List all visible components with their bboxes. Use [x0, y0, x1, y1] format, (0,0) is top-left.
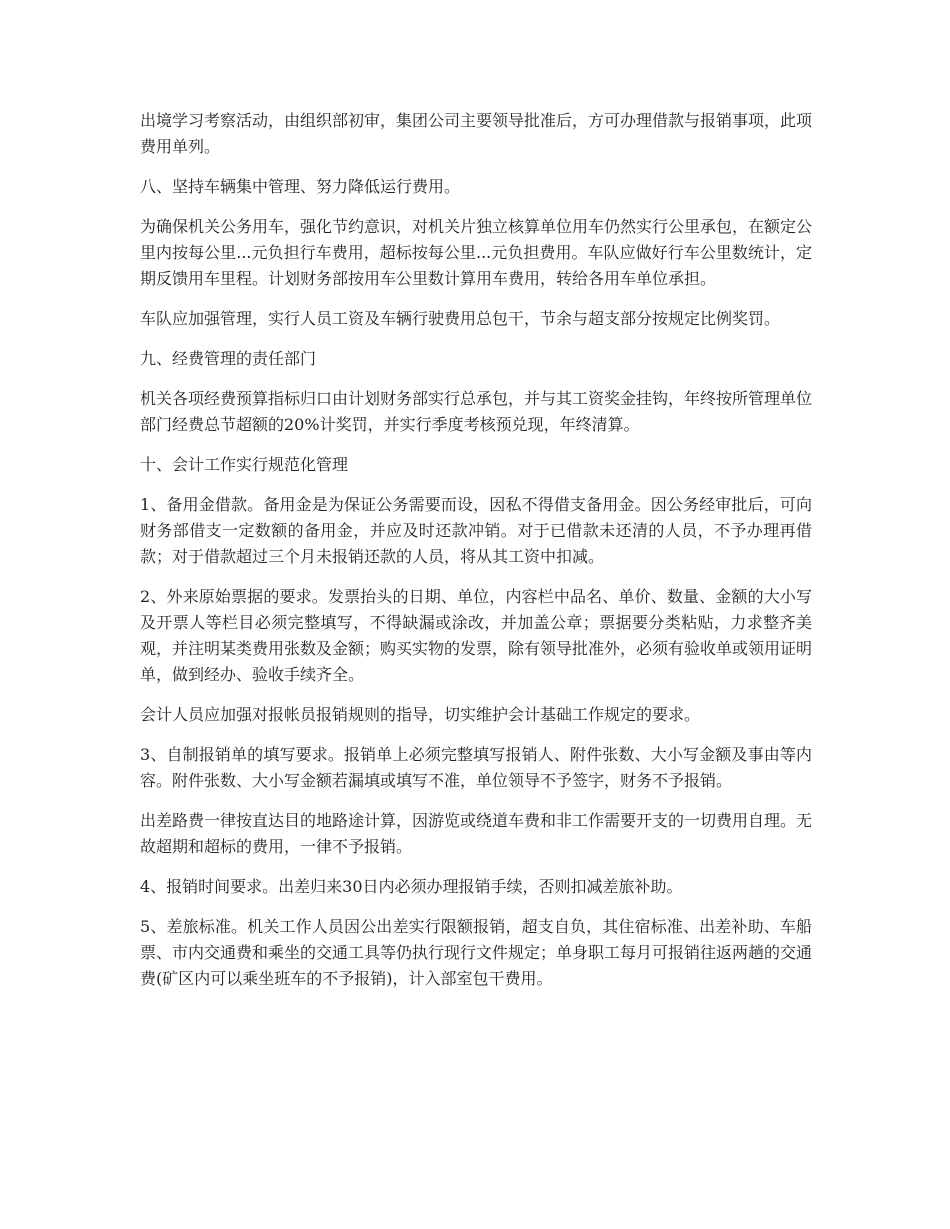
paragraph-vehicle-mileage: 为确保机关公务用车，强化节约意识，对机关片独立核算单位用车仍然实行公里承包，在额定公里内按每公里...元负担行车费用，超标按每公里...元负担费用。车队应做好行车公里数统计，定期反馈用车里程。计划财务部按用车公里数计算用车费用，转给各用车单位承担。 [140, 217, 813, 288]
paragraph-travel-expenses: 出差路费一律按直达目的地路途计算，因游览或绕道车费和非工作需要开支的一切费用自理。无故超期和超标的费用，一律不予报销。 [140, 811, 813, 856]
document-body [140, 108, 812, 1006]
paragraph-item-5-travel-standards: 5、差旅标准。机关工作人员因公出差实行限额报销，超支自负，其住宿标准、出差补助、车船票、市内交通费和乘坐的交通工具等仍执行现行文件规定；单身职工每月可报销往返两趟的交通费(矿区内可以乘坐班车的不予报销)，计入部室包干费用。 [140, 917, 813, 988]
paragraph-budget-responsibility: 机关各项经费预算指标归口由计划财务部实行总承包，并与其工资奖金挂钩，年终按所管理单位部门经费总节超额的20%计奖罚，并实行季度考核预兑现，年终清算。 [140, 389, 813, 434]
paragraph-continuation: 出境学习考察活动，由组织部初审，集团公司主要领导批准后，方可办理借款与报销事项，此项费用单列。 [140, 111, 813, 156]
paragraph-item-3-reimbursement-form: 3、自制报销单的填写要求。报销单上必须完整填写报销人、附件张数、大小写金额及事由等内容。附件张数、大小写金额若漏填或填写不准，单位领导不予签字，财务不予报销。 [140, 745, 812, 790]
paragraph-accountant-guidance: 会计人员应加强对报帐员报销规则的指导，切实维护会计基础工作规定的要求。 [140, 705, 701, 724]
paragraph-item-2-receipts: 2、外来原始票据的要求。发票抬头的日期、单位，内容栏中品名、单价、数量、金额的大小写及开票人等栏目必须完整填写，不得缺漏或涂改，并加盖公章；票据要分类粘贴，力求整齐美观，并注明某类费用张数及金额；购买实物的发票，除有领导批准外，必须有验收单或领用证明单，做到经办、验收手续齐全。 [140, 587, 813, 684]
paragraph-item-1-petty-cash: 1、备用金借款。备用金是为保证公务需要而设，因私不得借支备用金。因公务经审批后，可向财务部借支一定数额的备用金，并应及时还款冲销。对于已借款未还清的人员，不予办理再借款；对于借款超过三个月未报销还款的人员，将从其工资中扣减。 [140, 495, 812, 566]
paragraph-fleet-management: 车队应加强管理，实行人员工资及车辆行驶费用总包干，节余与超支部分按规定比例奖罚。 [140, 309, 781, 328]
section-heading-10: 十、会计工作实行规范化管理 [140, 455, 349, 474]
section-heading-8: 八、坚持车辆集中管理、努力降低运行费用。 [140, 177, 461, 196]
paragraph-item-4-deadline: 4、报销时间要求。出差归来30日内必须办理报销手续，否则扣减差旅补助。 [140, 877, 683, 896]
section-heading-9: 九、经费管理的责任部门 [140, 349, 317, 368]
